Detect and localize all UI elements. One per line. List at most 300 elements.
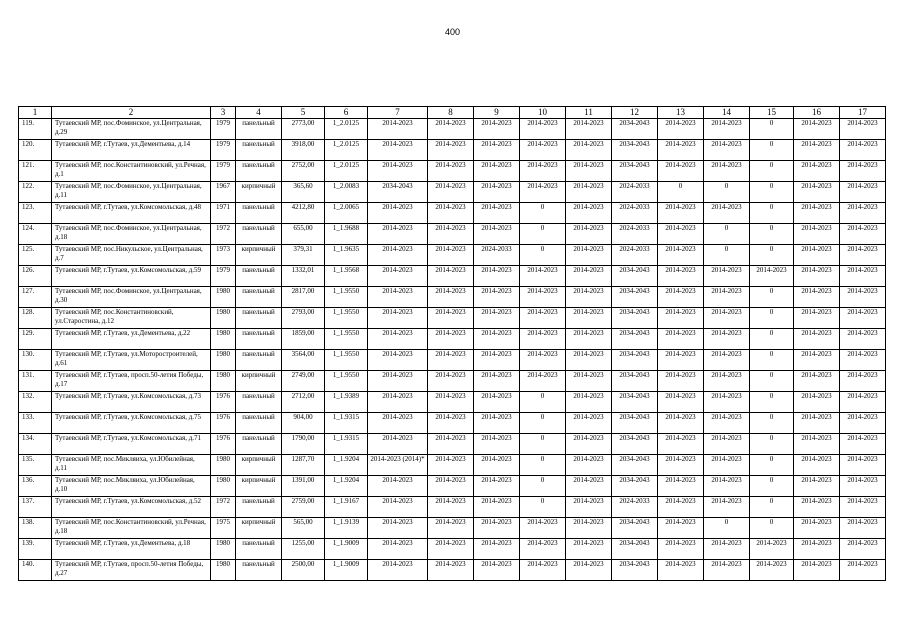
period-cell-col-9: 2014-2023 [474,455,520,476]
index-cell: 1_2.0065 [325,203,368,224]
period-cell-col-12: 2034-2043 [612,287,658,308]
wall-material-cell: панельный [236,287,282,308]
row-number-cell: 137. [19,497,52,518]
period-cell-col-14: 2014-2023 [704,203,750,224]
period-cell-col-14: 2014-2023 [704,560,750,581]
period-cell-col-8: 2014-2023 [428,413,474,434]
period-cell-col-12: 2034-2043 [612,308,658,329]
area-cell: 4212,80 [282,203,325,224]
wall-material-cell: панельный [236,413,282,434]
period-cell-col-9: 2014-2023 [474,518,520,539]
wall-material-cell: панельный [236,560,282,581]
period-cell-col-10: 2014-2023 [520,182,566,203]
period-cell-col-15: 0 [750,476,794,497]
period-cell-col-11: 2014-2023 [566,287,612,308]
period-cell-col-8: 2014-2023 [428,245,474,266]
period-cell-col-8: 2014-2023 [428,161,474,182]
period-cell-col-8: 2014-2023 [428,119,474,140]
period-cell-col-15: 0 [750,203,794,224]
year-cell: 1971 [211,203,236,224]
period-cell-col-7: 2014-2023 [368,392,428,413]
period-cell-col-15: 0 [750,371,794,392]
period-cell-col-15: 0 [750,350,794,371]
wall-material-cell: панельный [236,350,282,371]
table-row [19,161,886,182]
period-cell-col-16: 2014-2023 [794,560,840,581]
period-cell-col-10: 2014-2023 [520,161,566,182]
index-cell: 1_1.9568 [325,266,368,287]
address-cell: Тутаевский МР, г.Тутаев, ул.Комсомольская, д.73 [52,392,211,413]
table-row [19,182,886,203]
area-cell: 2759,00 [282,497,325,518]
year-cell: 1975 [211,518,236,539]
period-cell-col-9: 2014-2023 [474,560,520,581]
table-row [19,497,886,518]
area-cell: 2773,00 [282,119,325,140]
period-cell-col-8: 2014-2023 [428,287,474,308]
area-cell: 1391,00 [282,476,325,497]
column-header-12: 12 [612,107,658,119]
period-cell-col-10: 2014-2023 [520,560,566,581]
period-cell-col-10: 0 [520,434,566,455]
period-cell-col-8: 2014-2023 [428,518,474,539]
row-number-cell: 132. [19,392,52,413]
table-row [19,140,886,161]
period-cell-col-7: 2014-2023 [368,203,428,224]
wall-material-cell: кирпичный [236,245,282,266]
table-row [19,245,886,266]
period-cell-col-7: 2014-2023 [368,161,428,182]
row-number-cell: 128. [19,308,52,329]
period-cell-col-10: 0 [520,413,566,434]
year-cell: 1976 [211,392,236,413]
period-cell-col-15: 0 [750,161,794,182]
period-cell-col-16: 2014-2023 [794,182,840,203]
period-cell-col-7: 2014-2023 [368,266,428,287]
period-cell-col-9: 2014-2023 [474,161,520,182]
wall-material-cell: панельный [236,224,282,245]
period-cell-col-11: 2014-2023 [566,161,612,182]
address-cell: Тутаевский МР, пос.Константиновский, ул.Речная, д.1 [52,161,211,182]
period-cell-col-11: 2014-2023 [566,476,612,497]
column-header-9: 9 [474,107,520,119]
period-cell-col-12: 2024-2033 [612,245,658,266]
period-cell-col-13: 2014-2023 [658,161,704,182]
period-cell-col-10: 2014-2023 [520,287,566,308]
period-cell-col-13: 2014-2023 [658,245,704,266]
wall-material-cell: панельный [236,329,282,350]
period-cell-col-14: 2014-2023 [704,476,750,497]
period-cell-col-7: 2014-2023 [368,413,428,434]
column-header-8: 8 [428,107,474,119]
area-cell: 1332,01 [282,266,325,287]
column-header-10: 10 [520,107,566,119]
period-cell-col-10: 2014-2023 [520,266,566,287]
period-cell-col-9: 2014-2023 [474,266,520,287]
period-cell-col-17: 2014-2023 [840,266,886,287]
period-cell-col-14: 2014-2023 [704,539,750,560]
period-cell-col-7: 2014-2023 [368,329,428,350]
period-cell-col-15: 0 [750,434,794,455]
period-cell-col-12: 2034-2043 [612,392,658,413]
period-cell-col-16: 2014-2023 [794,308,840,329]
period-cell-col-9: 2024-2033 [474,245,520,266]
period-cell-col-14: 0 [704,518,750,539]
period-cell-col-12: 2034-2043 [612,119,658,140]
wall-material-cell: панельный [236,266,282,287]
area-cell: 655,00 [282,224,325,245]
table-row [19,455,886,476]
period-cell-col-12: 2024-2033 [612,224,658,245]
period-cell-col-16: 2014-2023 [794,476,840,497]
period-cell-col-15: 0 [750,287,794,308]
period-cell-col-15: 0 [750,518,794,539]
period-cell-col-15: 0 [750,392,794,413]
wall-material-cell: панельный [236,497,282,518]
period-cell-col-14: 2014-2023 [704,455,750,476]
table-row [19,203,886,224]
period-cell-col-13: 2014-2023 [658,140,704,161]
period-cell-col-17: 2014-2023 [840,392,886,413]
period-cell-col-16: 2014-2023 [794,455,840,476]
period-cell-col-9: 2014-2023 [474,413,520,434]
year-cell: 1973 [211,245,236,266]
address-cell: Тутаевский МР, пос.Константиновский, ул.Старостина, д.12 [52,308,211,329]
period-cell-col-13: 2014-2023 [658,455,704,476]
row-number-cell: 126. [19,266,52,287]
column-header-3: 3 [211,107,236,119]
row-number-cell: 134. [19,434,52,455]
period-cell-col-8: 2014-2023 [428,308,474,329]
period-cell-col-11: 2014-2023 [566,371,612,392]
period-cell-col-7: 2014-2023 [368,560,428,581]
row-number-cell: 138. [19,518,52,539]
period-cell-col-9: 2014-2023 [474,539,520,560]
period-cell-col-7: 2014-2023 [368,371,428,392]
area-cell: 2712,00 [282,392,325,413]
period-cell-col-9: 2014-2023 [474,287,520,308]
address-cell: Тутаевский МР, пос.Фоминское, ул.Центральная, д.29 [52,119,211,140]
area-cell: 1859,00 [282,329,325,350]
period-cell-col-12: 2034-2043 [612,476,658,497]
period-cell-col-14: 2014-2023 [704,350,750,371]
period-cell-col-8: 2014-2023 [428,182,474,203]
table-row [19,539,886,560]
period-cell-col-13: 2014-2023 [658,434,704,455]
period-cell-col-13: 2014-2023 [658,371,704,392]
period-cell-col-17: 2014-2023 [840,119,886,140]
period-cell-col-7: 2014-2023 (2014)* [368,455,428,476]
area-cell: 3918,00 [282,140,325,161]
period-cell-col-16: 2014-2023 [794,203,840,224]
period-cell-col-16: 2014-2023 [794,140,840,161]
period-cell-col-17: 2014-2023 [840,518,886,539]
period-cell-col-12: 2034-2043 [612,455,658,476]
year-cell: 1976 [211,413,236,434]
period-cell-col-17: 2014-2023 [840,245,886,266]
period-cell-col-10: 0 [520,455,566,476]
period-cell-col-16: 2014-2023 [794,245,840,266]
period-cell-col-11: 2014-2023 [566,497,612,518]
area-cell: 365,60 [282,182,325,203]
index-cell: 1_1.9635 [325,245,368,266]
year-cell: 1979 [211,161,236,182]
period-cell-col-12: 2024-2033 [612,203,658,224]
period-cell-col-8: 2014-2023 [428,392,474,413]
period-cell-col-16: 2014-2023 [794,329,840,350]
period-cell-col-17: 2014-2023 [840,182,886,203]
period-cell-col-8: 2014-2023 [428,539,474,560]
period-cell-col-13: 2014-2023 [658,476,704,497]
column-header-11: 11 [566,107,612,119]
row-number-cell: 130. [19,350,52,371]
period-cell-col-12: 2024-2033 [612,182,658,203]
period-cell-col-17: 2014-2023 [840,455,886,476]
wall-material-cell: панельный [236,539,282,560]
column-header-4: 4 [236,107,282,119]
address-cell: Тутаевский МР, пос.Константиновский, ул.Речная, д.18 [52,518,211,539]
period-cell-col-7: 2014-2023 [368,224,428,245]
period-cell-col-16: 2014-2023 [794,266,840,287]
year-cell: 1976 [211,434,236,455]
area-cell: 2749,00 [282,371,325,392]
period-cell-col-10: 2014-2023 [520,308,566,329]
table-body [19,119,886,581]
period-cell-col-11: 2014-2023 [566,455,612,476]
period-cell-col-8: 2014-2023 [428,224,474,245]
period-cell-col-11: 2014-2023 [566,245,612,266]
year-cell: 1972 [211,497,236,518]
period-cell-col-14: 2014-2023 [704,119,750,140]
address-cell: Тутаевский МР, г.Тутаев, просп.50-летия Победы, д.17 [52,371,211,392]
table-row [19,287,886,308]
period-cell-col-16: 2014-2023 [794,119,840,140]
period-cell-col-10: 2014-2023 [520,371,566,392]
year-cell: 1979 [211,266,236,287]
period-cell-col-11: 2014-2023 [566,392,612,413]
period-cell-col-13: 2014-2023 [658,329,704,350]
area-cell: 2500,00 [282,560,325,581]
period-cell-col-13: 2014-2023 [658,413,704,434]
period-cell-col-9: 2014-2023 [474,140,520,161]
period-cell-col-10: 2014-2023 [520,140,566,161]
index-cell: 1_2.0125 [325,140,368,161]
period-cell-col-12: 2034-2043 [612,560,658,581]
row-number-cell: 119. [19,119,52,140]
period-cell-col-14: 2014-2023 [704,497,750,518]
period-cell-col-14: 0 [704,224,750,245]
year-cell: 1980 [211,350,236,371]
area-cell: 904,00 [282,413,325,434]
address-cell: Тутаевский МР, г.Тутаев, просп.50-летия Победы, д.27 [52,560,211,581]
housing-register-table [18,106,886,581]
address-cell: Тутаевский МР, г.Тутаев, ул.Моторостроителей, д.61 [52,350,211,371]
period-cell-col-14: 2014-2023 [704,329,750,350]
period-cell-col-11: 2014-2023 [566,560,612,581]
period-cell-col-12: 2034-2043 [612,371,658,392]
period-cell-col-12: 2024-2033 [612,497,658,518]
period-cell-col-14: 0 [704,182,750,203]
period-cell-col-9: 2014-2023 [474,182,520,203]
period-cell-col-17: 2014-2023 [840,476,886,497]
period-cell-col-10: 0 [520,224,566,245]
header-row [19,107,886,119]
row-number-cell: 140. [19,560,52,581]
period-cell-col-11: 2014-2023 [566,182,612,203]
period-cell-col-15: 0 [750,119,794,140]
period-cell-col-10: 2014-2023 [520,518,566,539]
period-cell-col-7: 2014-2023 [368,497,428,518]
wall-material-cell: панельный [236,203,282,224]
address-cell: Тутаевский МР, г.Тутаев, ул.Комсомольская, д.59 [52,266,211,287]
period-cell-col-16: 2014-2023 [794,371,840,392]
period-cell-col-9: 2014-2023 [474,308,520,329]
period-cell-col-13: 2014-2023 [658,392,704,413]
period-cell-col-17: 2014-2023 [840,539,886,560]
period-cell-col-12: 2034-2043 [612,518,658,539]
wall-material-cell: панельный [236,161,282,182]
period-cell-col-11: 2014-2023 [566,224,612,245]
index-cell: 1_1.9204 [325,455,368,476]
table-row [19,518,886,539]
year-cell: 1980 [211,539,236,560]
row-number-cell: 127. [19,287,52,308]
period-cell-col-11: 2014-2023 [566,308,612,329]
area-cell: 1287,70 [282,455,325,476]
period-cell-col-11: 2014-2023 [566,266,612,287]
period-cell-col-13: 2014-2023 [658,266,704,287]
period-cell-col-7: 2014-2023 [368,140,428,161]
table-row [19,371,886,392]
period-cell-col-17: 2014-2023 [840,560,886,581]
period-cell-col-12: 2034-2043 [612,329,658,350]
period-cell-col-15: 0 [750,413,794,434]
period-cell-col-11: 2014-2023 [566,350,612,371]
period-cell-col-13: 2014-2023 [658,539,704,560]
address-cell: Тутаевский МР, пос.Фоминское, ул.Центральная, д.18 [52,224,211,245]
period-cell-col-13: 2014-2023 [658,287,704,308]
index-cell: 1_1.9550 [325,308,368,329]
period-cell-col-7: 2014-2023 [368,350,428,371]
period-cell-col-8: 2014-2023 [428,455,474,476]
address-cell: Тутаевский МР, пос.Микляиха, ул.Юбилейная, д.11 [52,455,211,476]
year-cell: 1980 [211,329,236,350]
period-cell-col-8: 2014-2023 [428,203,474,224]
period-cell-col-11: 2014-2023 [566,413,612,434]
period-cell-col-12: 2034-2043 [612,140,658,161]
period-cell-col-10: 0 [520,497,566,518]
period-cell-col-13: 0 [658,182,704,203]
address-cell: Тутаевский МР, пос.Фоминское, ул.Центральная, д.11 [52,182,211,203]
period-cell-col-14: 2014-2023 [704,266,750,287]
year-cell: 1980 [211,371,236,392]
period-cell-col-16: 2014-2023 [794,224,840,245]
period-cell-col-11: 2014-2023 [566,539,612,560]
period-cell-col-7: 2014-2023 [368,518,428,539]
period-cell-col-17: 2014-2023 [840,350,886,371]
period-cell-col-17: 2014-2023 [840,203,886,224]
period-cell-col-17: 2014-2023 [840,371,886,392]
address-cell: Тутаевский МР, г.Тутаев, ул.Дементьева, д.14 [52,140,211,161]
period-cell-col-8: 2014-2023 [428,140,474,161]
area-cell: 565,00 [282,518,325,539]
period-cell-col-14: 2014-2023 [704,392,750,413]
period-cell-col-15: 0 [750,329,794,350]
table-row [19,308,886,329]
period-cell-col-16: 2014-2023 [794,539,840,560]
period-cell-col-14: 2014-2023 [704,434,750,455]
period-cell-col-12: 2034-2043 [612,539,658,560]
area-cell: 1790,00 [282,434,325,455]
row-number-cell: 120. [19,140,52,161]
period-cell-col-13: 2014-2023 [658,224,704,245]
index-cell: 1_1.9389 [325,392,368,413]
period-cell-col-17: 2014-2023 [840,413,886,434]
column-header-5: 5 [282,107,325,119]
period-cell-col-8: 2014-2023 [428,560,474,581]
period-cell-col-13: 2014-2023 [658,203,704,224]
period-cell-col-9: 2014-2023 [474,329,520,350]
index-cell: 1_2.0125 [325,119,368,140]
period-cell-col-9: 2014-2023 [474,119,520,140]
period-cell-col-14: 2014-2023 [704,287,750,308]
table-row [19,119,886,140]
column-header-13: 13 [658,107,704,119]
table-row [19,392,886,413]
index-cell: 1_1.9139 [325,518,368,539]
period-cell-col-13: 2014-2023 [658,119,704,140]
wall-material-cell: панельный [236,392,282,413]
column-header-2: 2 [52,107,211,119]
index-cell: 1_1.9315 [325,434,368,455]
index-cell: 1_1.9167 [325,497,368,518]
period-cell-col-12: 2034-2043 [612,434,658,455]
area-cell: 3564,00 [282,350,325,371]
table-row [19,560,886,581]
column-header-6: 6 [325,107,368,119]
wall-material-cell: панельный [236,119,282,140]
period-cell-col-15: 0 [750,140,794,161]
period-cell-col-10: 2014-2023 [520,329,566,350]
period-cell-col-7: 2014-2023 [368,539,428,560]
table-row [19,476,886,497]
column-header-16: 16 [794,107,840,119]
period-cell-col-11: 2014-2023 [566,140,612,161]
year-cell: 1979 [211,140,236,161]
table-row [19,329,886,350]
address-cell: Тутаевский МР, г.Тутаев, ул.Комсомольская, д.52 [52,497,211,518]
address-cell: Тутаевский МР, г.Тутаев, ул.Комсомольская, д.75 [52,413,211,434]
period-cell-col-16: 2014-2023 [794,161,840,182]
period-cell-col-14: 2014-2023 [704,371,750,392]
period-cell-col-9: 2014-2023 [474,203,520,224]
period-cell-col-10: 0 [520,245,566,266]
period-cell-col-8: 2014-2023 [428,371,474,392]
area-cell: 2752,00 [282,161,325,182]
wall-material-cell: кирпичный [236,476,282,497]
period-cell-col-16: 2014-2023 [794,392,840,413]
address-cell: Тутаевский МР, г.Тутаев, ул.Дементьева, д.18 [52,539,211,560]
period-cell-col-12: 2034-2043 [612,266,658,287]
period-cell-col-14: 2014-2023 [704,161,750,182]
period-cell-col-15: 0 [750,182,794,203]
period-cell-col-9: 2014-2023 [474,371,520,392]
period-cell-col-9: 2014-2023 [474,497,520,518]
column-header-15: 15 [750,107,794,119]
row-number-cell: 124. [19,224,52,245]
column-header-14: 14 [704,107,750,119]
period-cell-col-10: 0 [520,476,566,497]
